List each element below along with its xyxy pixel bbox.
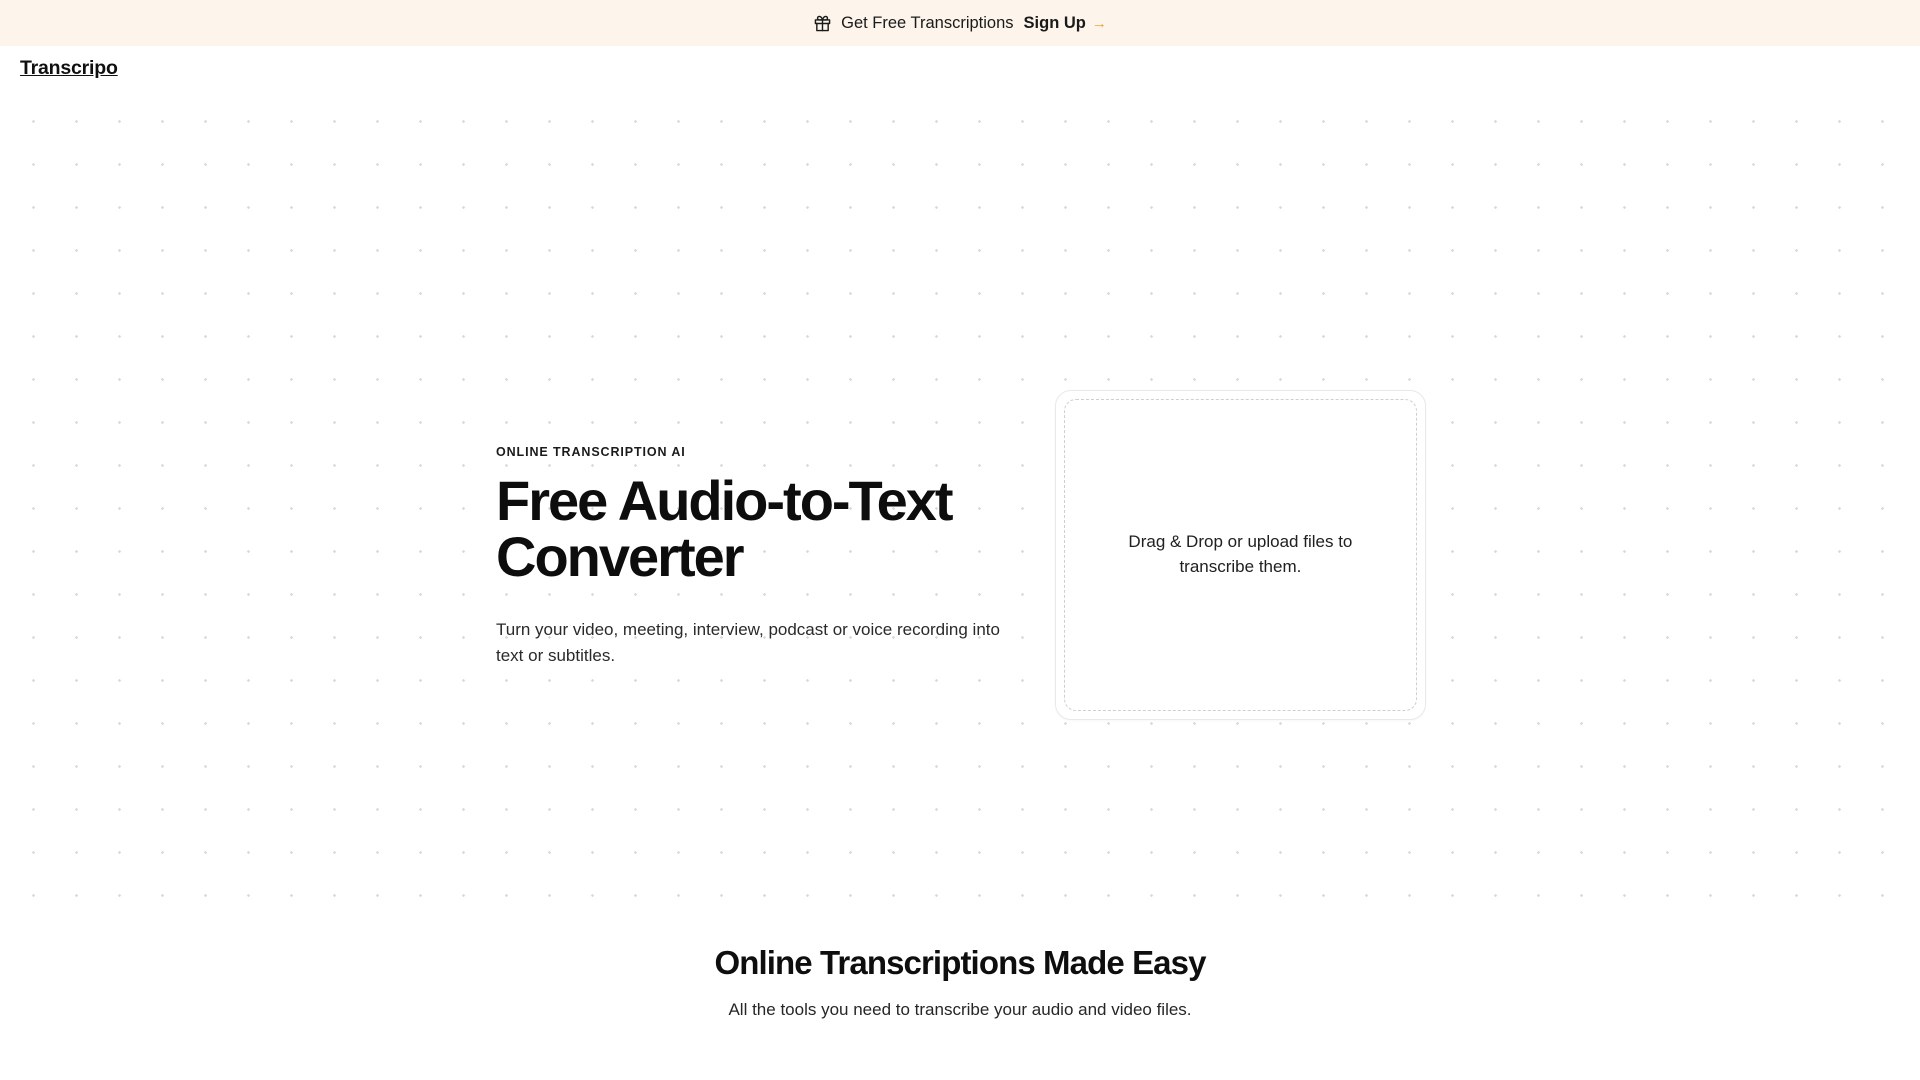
brand-logo[interactable]: Transcripo [20,56,118,79]
hero-section [0,90,1920,920]
upload-card [1055,390,1426,720]
signup-label: Sign Up [1023,13,1086,32]
hero-subtitle: Turn your video, meeting, interview, podcast or voice recording into text or subtitles. [496,620,1000,666]
file-dropzone[interactable] [1064,399,1417,711]
hero-eyebrow: ONLINE TRANSCRIPTION AI [496,445,686,459]
promo-banner [0,0,1920,46]
promo-text: Get Free Transcriptions [841,13,1014,32]
features-title: Online Transcriptions Made Easy [714,944,1206,981]
page-title: Free Audio-to-Text Converter [496,469,952,588]
arrow-right-icon: → [1091,14,1107,32]
hero-copy [496,390,1005,670]
hero-content [496,390,1426,720]
signup-link[interactable] [1024,14,1107,33]
features-section [0,920,1920,1020]
features-subtitle: All the tools you need to transcribe your audio and video files. [728,1000,1192,1019]
dropzone-label: Drag & Drop or upload files to transcribe them. [1128,532,1353,576]
site-header [0,46,1920,90]
gift-icon [813,14,831,32]
